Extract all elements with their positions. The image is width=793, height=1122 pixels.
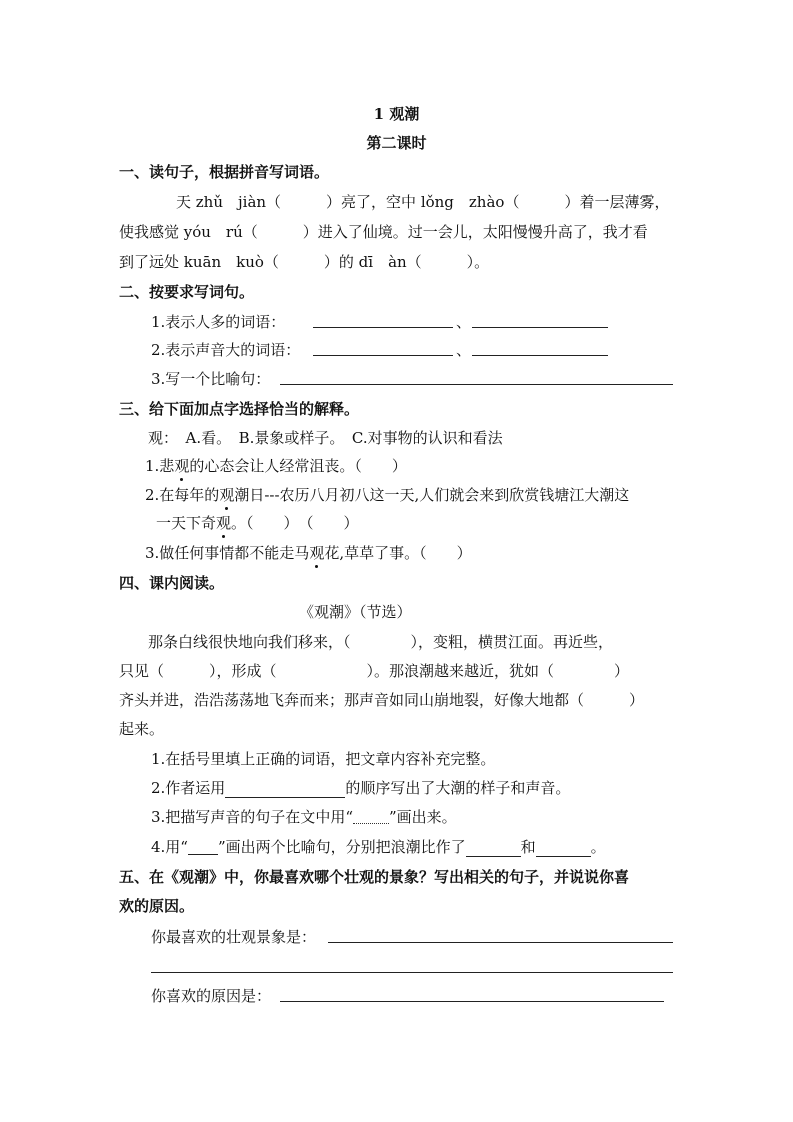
- s3-q2-dotted-char-2: 观: [216, 514, 232, 532]
- s4-q4-text-and: 和: [520, 838, 536, 856]
- s3-q3-text-post: 花,草草了事。（ ）: [324, 544, 472, 562]
- s4-q3-text-post: ”画出来。: [388, 808, 457, 826]
- passage-line-1: 那条白线很快地向我们移来，（ ），变粗，横贯江面。再近些，: [148, 633, 614, 651]
- section-5-heading-line-2: 欢的原因。: [119, 897, 195, 915]
- section-5-heading-line-1: 五、在《观潮》中，你最喜欢哪个壮观的景象？写出相关的句子，并说说你喜: [119, 868, 630, 886]
- s2-question-2: 2.表示声音大的词语：: [151, 341, 301, 359]
- s3-q2-dotted-char-1: 观: [219, 486, 235, 504]
- s3-q1-dotted-char: 观: [174, 457, 190, 475]
- s4-question-3: [151, 807, 457, 827]
- section-3-heading: 三、给下面加点字选择恰当的解释。: [119, 400, 360, 418]
- s1-line-2: 使我感觉 yóu rú（ ）进入了仙境。过一会儿，太阳慢慢升高了，我才看: [119, 223, 648, 241]
- s4-q4-text-end: 。: [590, 838, 606, 856]
- passage-line-3: 齐头并进，浩浩荡荡地飞奔而来；那声音如同山崩地裂，好像大地都（ ）: [119, 691, 645, 709]
- s5-reason-label: 你喜欢的原因是：: [151, 987, 272, 1005]
- s4-q2-text-pre: 2.作者运用: [151, 779, 226, 797]
- section-2-heading: 二、按要求写词句。: [119, 283, 255, 301]
- s5-like-blank[interactable]: [328, 942, 673, 943]
- section-4-heading: 四、课内阅读。: [119, 574, 225, 592]
- s1-line-1: 天 zhǔ jiàn（ ）亮了，空中 lǒng zhào（ ）着一层薄雾，: [176, 193, 670, 211]
- s2-q1-blank-2[interactable]: [472, 327, 608, 328]
- s2-q1-separator: 、: [456, 313, 472, 331]
- s3-question-2-cont: [156, 513, 359, 533]
- straight-line-mark: [188, 842, 218, 855]
- s3-q2-text-d: 。（ ） （ ）: [231, 514, 359, 532]
- s4-q4-text-mid: ”画出两个比喻句，分别把浪潮比作了: [217, 838, 466, 856]
- s2-q3-blank[interactable]: [280, 384, 673, 385]
- s5-reason-blank[interactable]: [280, 1001, 664, 1002]
- s5-like-blank-2[interactable]: [151, 972, 673, 973]
- s3-q2-text-b: 潮日---农历八月初八这一天,人们就会来到欣赏钱塘江大潮这: [234, 486, 630, 504]
- s4-q4-blank-2[interactable]: [536, 842, 591, 857]
- s4-question-1: 1.在括号里填上正确的词语，把文章内容补充完整。: [151, 750, 496, 768]
- s3-q1-text-post: 的心态会让人经常沮丧。（ ）: [189, 457, 407, 475]
- s4-question-4: [151, 837, 606, 857]
- s2-q2-separator: 、: [456, 341, 472, 359]
- s4-q2-text-post: 的顺序写出了大潮的样子和声音。: [345, 779, 571, 797]
- s3-question-2: [145, 485, 629, 505]
- lesson-subtitle: 第二课时: [366, 134, 427, 152]
- passage-line-2: 只见（ ），形成（ ）。那浪潮越来越近，犹如（ ）: [119, 662, 630, 680]
- s2-q1-blank-1[interactable]: [313, 327, 453, 328]
- passage-line-4: 起来。: [119, 720, 165, 738]
- s3-q1-text-pre: 1.悲: [145, 457, 175, 475]
- s2-question-3: 3.写一个比喻句：: [151, 370, 271, 388]
- s3-q3-dotted-char: 观: [309, 544, 325, 562]
- s3-q2-text-c: 一天下奇: [156, 514, 217, 532]
- s2-q2-blank-2[interactable]: [472, 355, 608, 356]
- section-1-heading: 一、读句子，根据拼音写词语。: [119, 163, 330, 181]
- page-title: 1 观潮: [373, 105, 420, 123]
- s2-question-1: 1.表示人多的词语：: [151, 313, 286, 331]
- s4-q2-blank[interactable]: [225, 783, 345, 798]
- s4-q3-text-pre: 3.把描写声音的句子在文中用“: [151, 808, 353, 826]
- s4-q4-text-pre: 4.用“: [151, 838, 188, 856]
- s5-like-label: 你最喜欢的壮观景象是：: [151, 928, 317, 946]
- wavy-line-mark: [353, 813, 389, 824]
- s3-q2-text-a: 2.在每年的: [145, 486, 220, 504]
- s4-q4-blank-1[interactable]: [466, 842, 521, 857]
- s3-options: 观： A.看。 B.景象或样子。 C.对事物的认识和看法: [148, 429, 503, 447]
- s1-line-3: 到了远处 kuān kuò（ ）的 dī àn（ ）。: [119, 253, 490, 271]
- s4-question-2: [151, 778, 570, 798]
- s3-question-3: [145, 543, 472, 563]
- s2-q2-blank-1[interactable]: [313, 355, 453, 356]
- passage-title: 《观潮》（节选）: [299, 603, 412, 621]
- s3-q3-text-pre: 3.做任何事情都不能走马: [145, 544, 310, 562]
- s3-question-1: [145, 456, 407, 476]
